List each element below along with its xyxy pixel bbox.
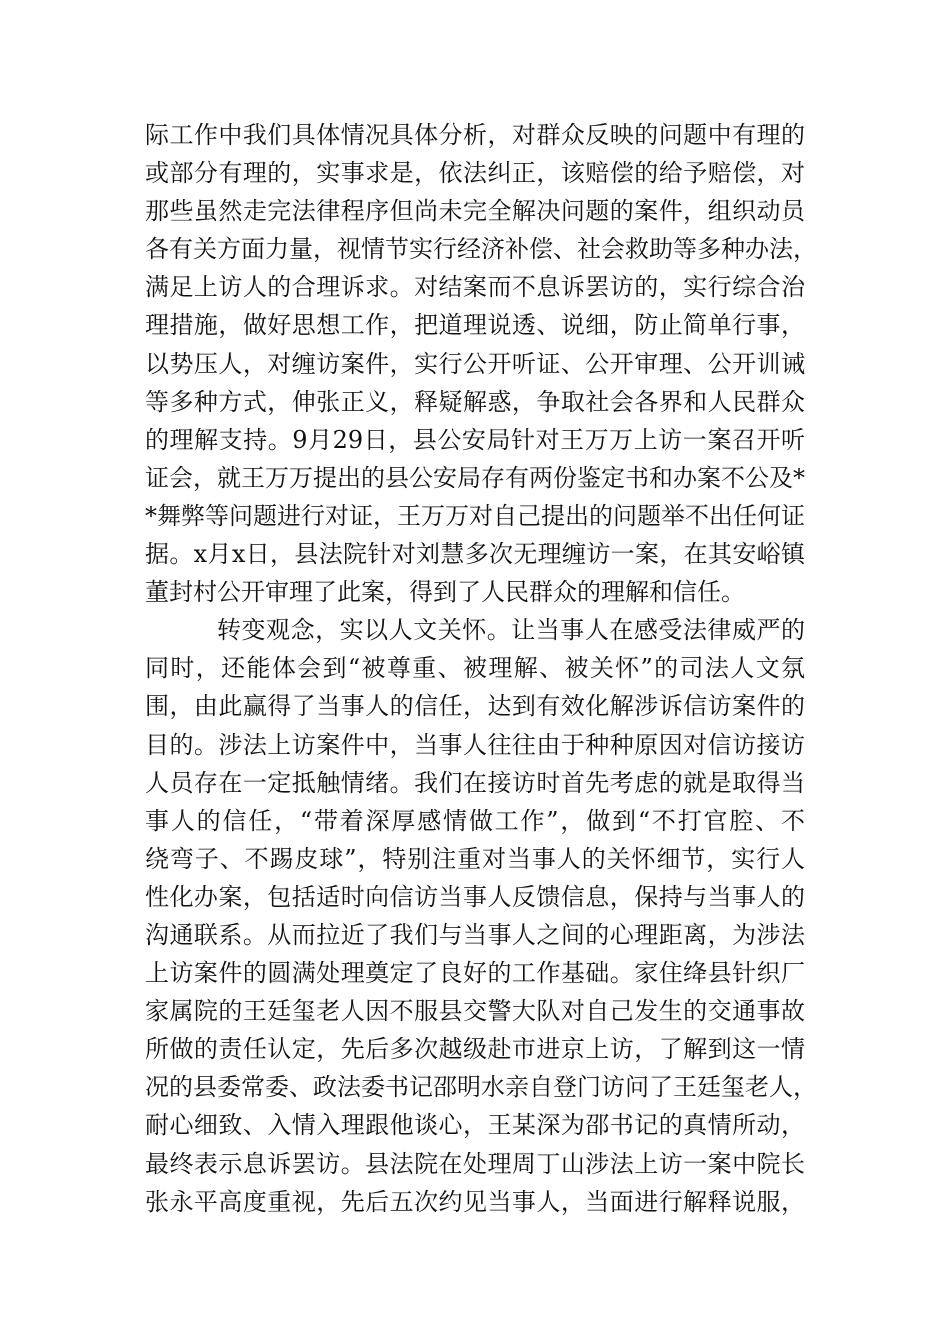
text-line: 家属院的王廷玺老人因不服县交警大队对自己发生的交通事故: [145, 997, 805, 1026]
text-line: *舞弊等问题进行对证，王万万对自己提出的问题举不出任何证: [145, 501, 805, 530]
text-line: 的理解支持。9月29日，县公安局针对王万万上访一案召开听: [145, 425, 805, 454]
text-line: 人员存在一定抵触情绪。我们在接访时首先考虑的就是取得当: [145, 768, 805, 797]
text-line: 张永平高度重视，先后五次约见当事人，当面进行解释说服，: [145, 1187, 805, 1216]
text-line: 上访案件的圆满处理奠定了良好的工作基础。家住绛县针织厂: [145, 959, 805, 988]
text-line: 据。x月x日，县法院针对刘慧多次无理缠访一案，在其安峪镇: [145, 540, 805, 569]
text-line: 满足上访人的合理诉求。对结案而不息诉罢访的，实行综合治: [145, 273, 805, 302]
text-line: 目的。涉法上访案件中，当事人往往由于种种原因对信访接访: [145, 730, 805, 759]
text-line: 性化办案，包括适时向信访当事人反馈信息，保持与当事人的: [145, 882, 805, 911]
text-line: 绕弯子、不踢皮球”，特别注重对当事人的关怀细节，实行人: [145, 844, 805, 873]
text-line: 事人的信任，“带着深厚感情做工作”，做到“不打官腔、不: [145, 806, 805, 835]
text-line: 证会，就王万万提出的县公安局存有两份鉴定书和办案不公及*: [145, 463, 805, 492]
text-line: 围，由此赢得了当事人的信任，达到有效化解涉诉信访案件的: [145, 692, 805, 721]
text-line: 沟通联系。从而拉近了我们与当事人之间的心理距离，为涉法: [145, 920, 805, 949]
body-text: [145, 116, 817, 1221]
text-line: 理措施，做好思想工作，把道理说透、说细，防止简单行事，: [145, 311, 805, 340]
text-line: 等多种方式，伸张正义，释疑解惑，争取社会各界和人民群众: [145, 387, 805, 416]
text-line: 各有关方面力量，视情节实行经济补偿、社会救助等多种办法，: [145, 235, 817, 264]
text-line: 董封村公开审理了此案，得到了人民群众的理解和信任。: [145, 578, 745, 607]
text-line: 最终表示息诉罢访。县法院在处理周丁山涉法上访一案中院长: [145, 1149, 805, 1178]
text-line: 以势压人，对缠访案件，实行公开听证、公开审理、公开训诫: [145, 349, 805, 378]
text-line: 或部分有理的，实事求是，依法纠正，该赔偿的给予赔偿，对: [145, 159, 805, 188]
paragraph-first-line: 转变观念，实以人文关怀。让当事人在感受法律威严的: [217, 616, 805, 645]
text-line: 所做的责任认定，先后多次越级赴市进京上访，了解到这一情: [145, 1035, 805, 1064]
text-line: 况的县委常委、政法委书记邵明水亲自登门访问了王廷玺老人，: [145, 1073, 817, 1102]
text-line: 那些虽然走完法律程序但尚未完全解决问题的案件，组织动员: [145, 197, 805, 226]
text-line: 同时，还能体会到“被尊重、被理解、被关怀”的司法人文氛: [145, 654, 805, 683]
text-line: 际工作中我们具体情况具体分析，对群众反映的问题中有理的: [145, 121, 805, 149]
text-line: 耐心细致、入情入理跟他谈心，王某深为邵书记的真情所动，: [145, 1111, 805, 1140]
